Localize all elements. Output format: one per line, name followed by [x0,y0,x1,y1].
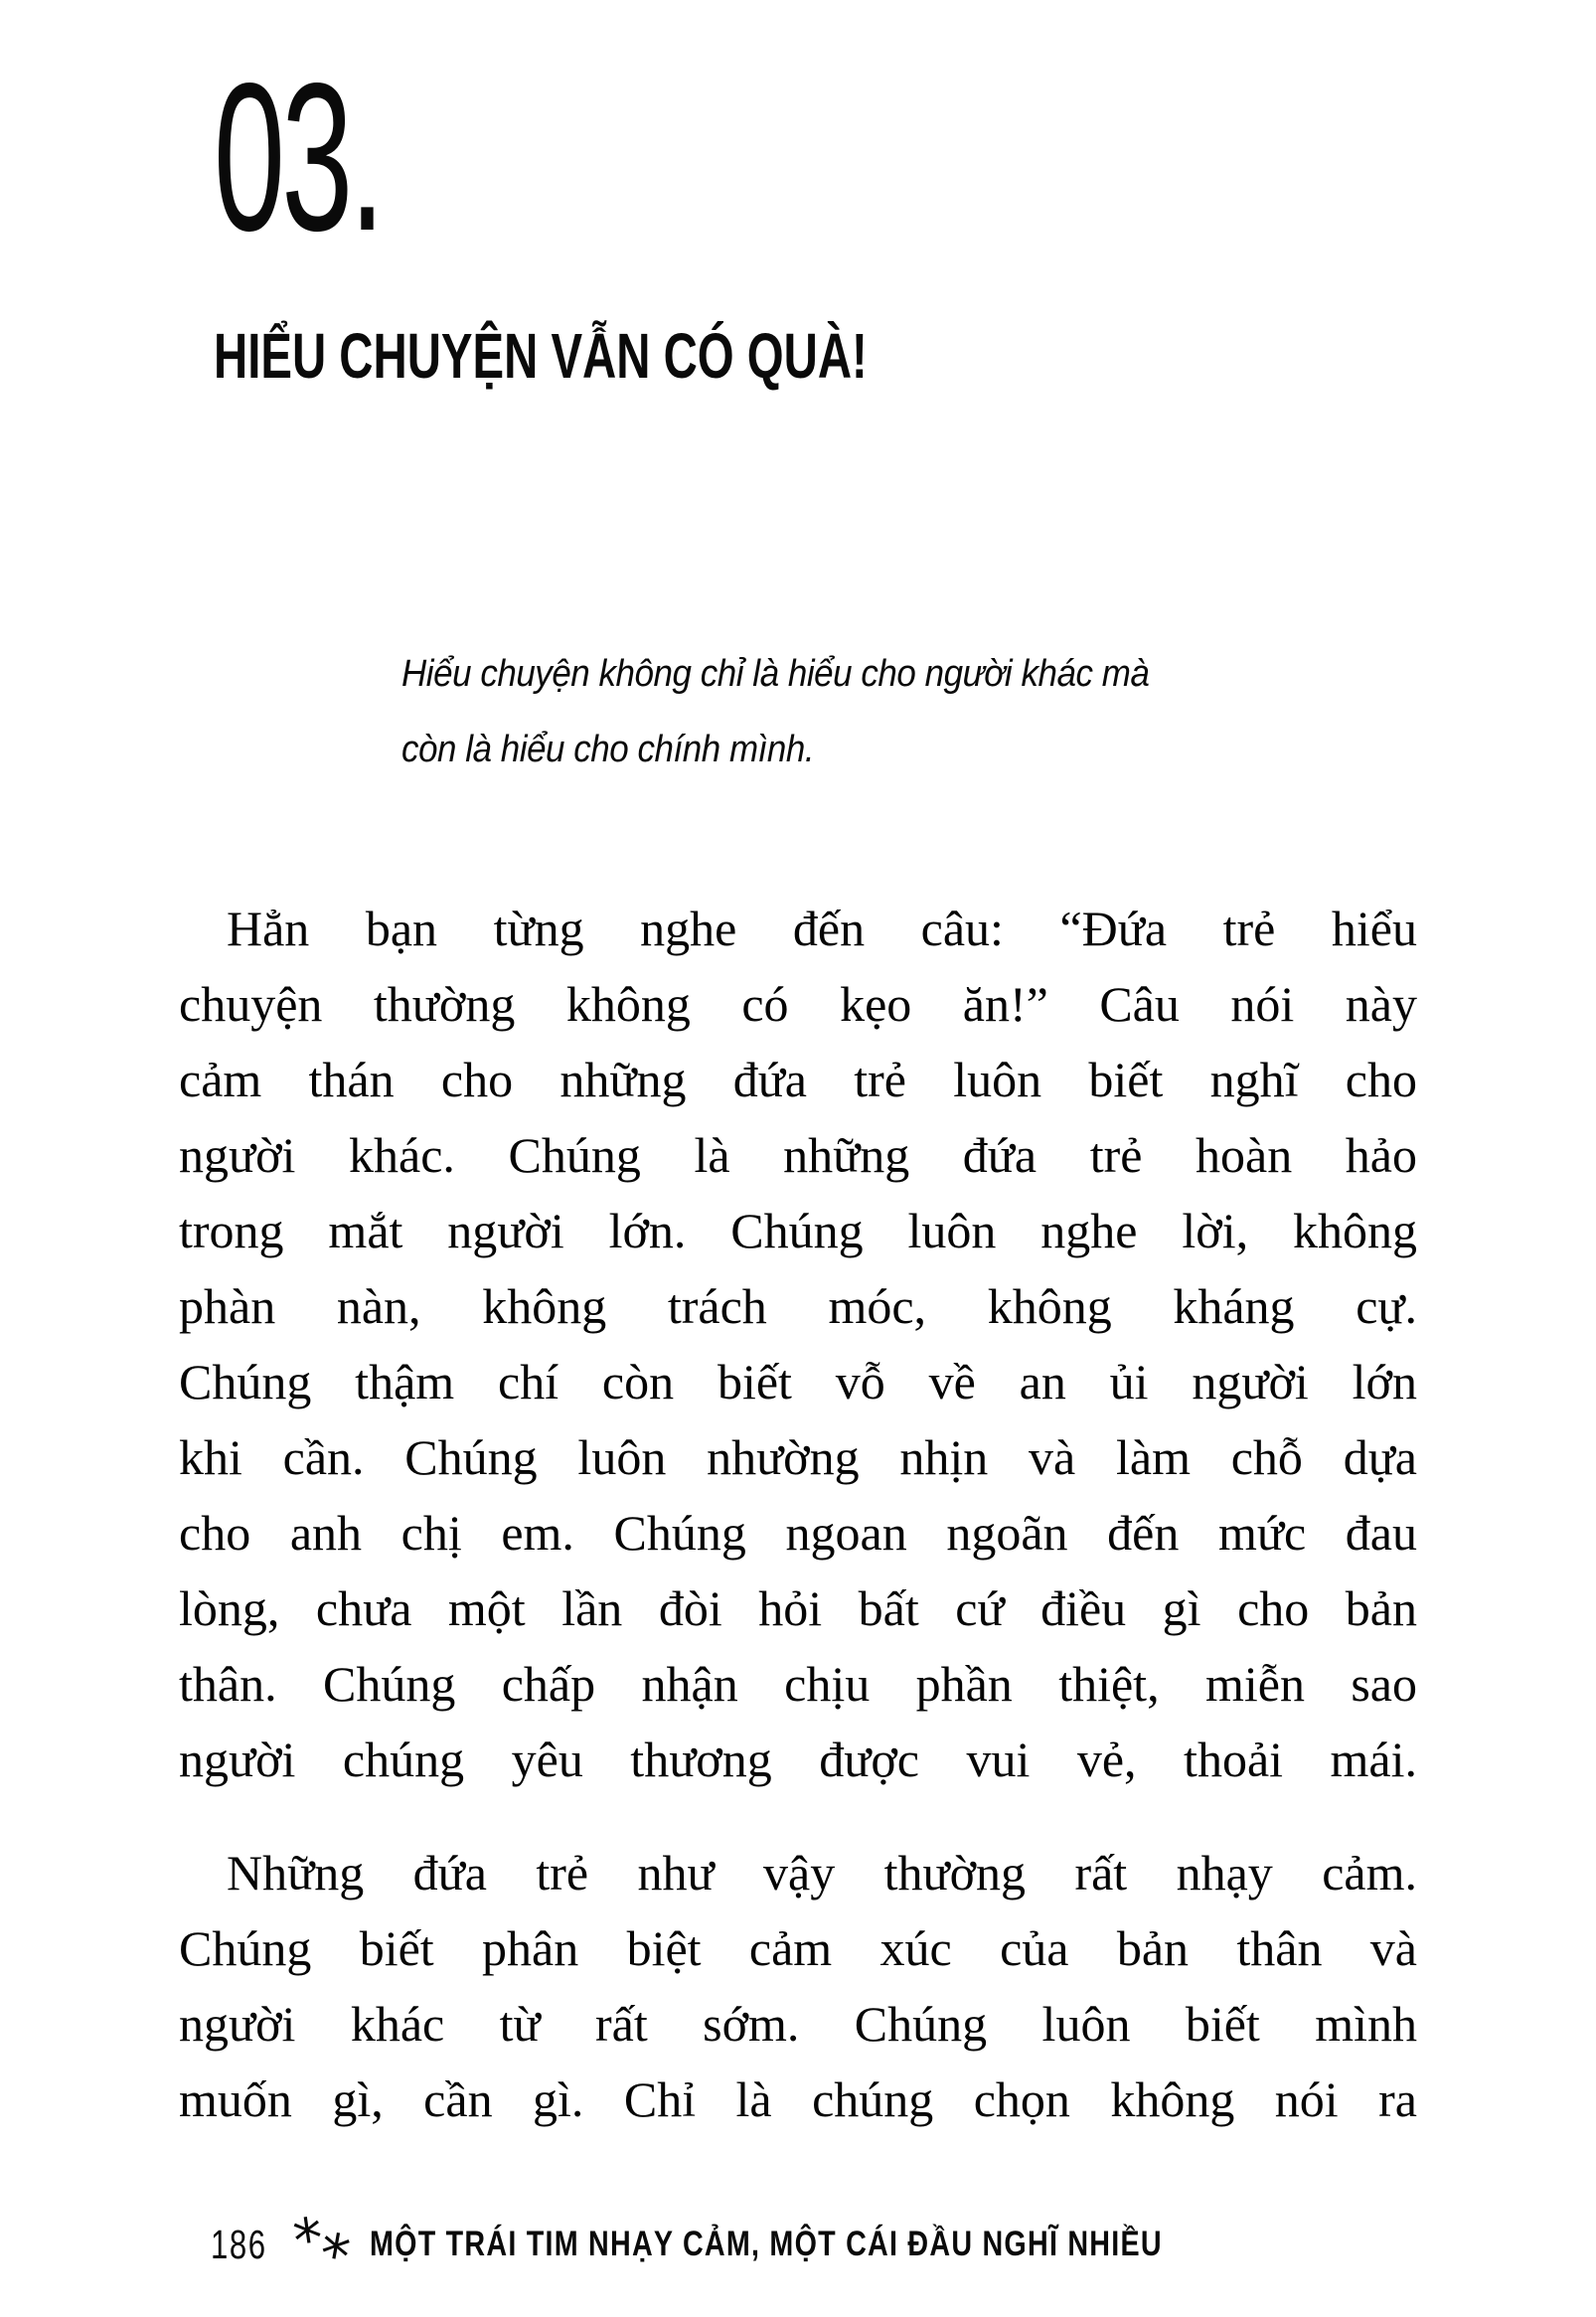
body-text [179,891,1417,2137]
body-line: Hẳn bạn từng nghe đến câu: “Đứa trẻ hiểu [227,901,1417,956]
epigraph-line: Hiểu chuyện không chỉ là hiểu cho người khác mà [401,653,1150,695]
body-line: thân. Chúng chấp nhận chịu phần thiệt, miễn sao [179,1656,1417,1712]
body-line: người khác từ rất sớm. Chúng luôn biết mình [179,1996,1417,2052]
epigraph-line: còn là hiểu cho chính mình. [401,729,815,770]
body-line: khi cần. Chúng luôn nhường nhịn và làm chỗ dựa [179,1429,1417,1485]
chapter-number: 03. [214,39,382,274]
body-line: phàn nàn, không trách móc, không kháng cự. [179,1278,1417,1334]
body-line: muốn gì, cần gì. Chỉ là chúng chọn không nói ra [179,2071,1417,2127]
page-number: 186 [211,2222,267,2267]
paragraph-2 [179,1835,1417,2137]
asterisk-icon: * [314,2219,355,2292]
chapter-title: HIỂU CHUYỆN VẪN CÓ QUÀ! [214,320,868,392]
asterisk-icon: * [289,2204,328,2275]
running-title: MỘT TRÁI TIM NHẠY CẢM, MỘT CÁI ĐẦU NGHĨ NHIỀU [370,2225,1163,2263]
body-line: lòng, chưa một lần đòi hỏi bất cứ điều gì cho bản [179,1580,1417,1636]
body-line: Chúng biết phân biệt cảm xúc của bản thân và [179,1920,1417,1976]
body-line: người chúng yêu thương được vui vẻ, thoải mái. [179,1732,1417,1787]
body-line: trong mắt người lớn. Chúng luôn nghe lời, không [179,1203,1417,1258]
epigraph [401,636,1149,787]
body-line: người khác. Chúng là những đứa trẻ hoàn hảo [179,1127,1417,1183]
body-line: Những đứa trẻ như vậy thường rất nhạy cảm. [227,1845,1417,1901]
body-line: chuyện thường không có kẹo ăn!” Câu nói này [179,976,1417,1032]
paragraph-1 [179,891,1417,1797]
body-line: Chúng thậm chí còn biết vỗ về an ủi người lớn [179,1354,1417,1409]
body-line: cho anh chị em. Chúng ngoan ngoãn đến mức đau [179,1505,1417,1561]
body-line: cảm thán cho những đứa trẻ luôn biết nghĩ cho [179,1052,1417,1107]
